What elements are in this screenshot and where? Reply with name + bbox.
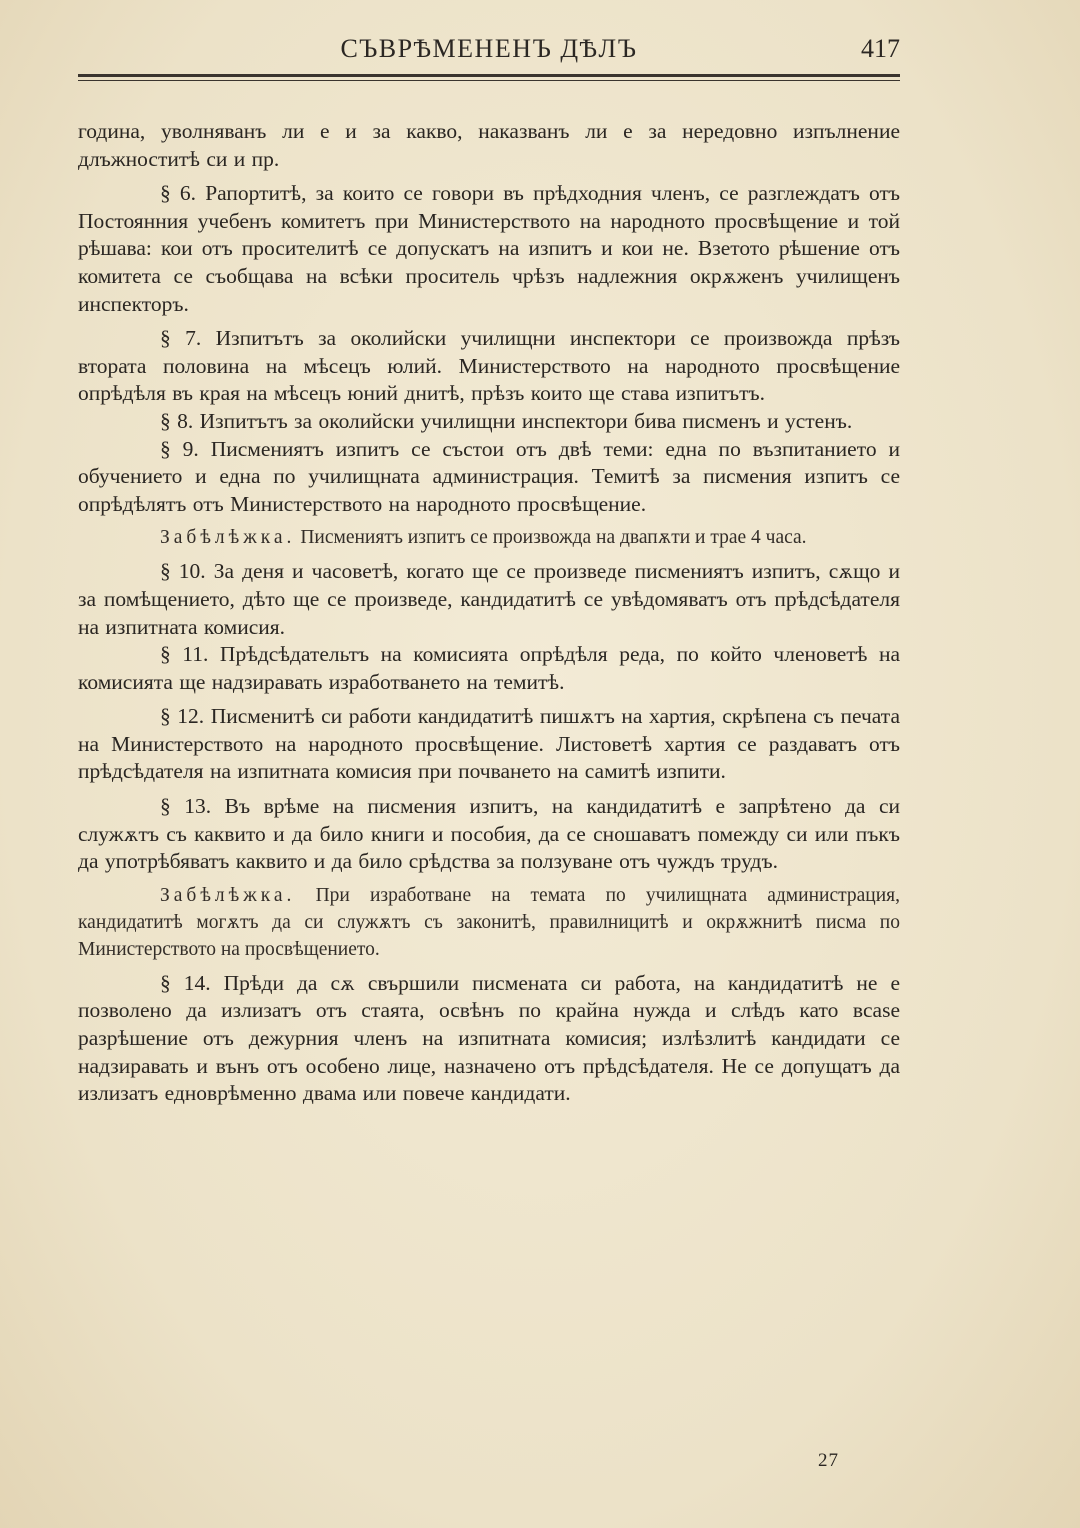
signature-mark: 27 — [818, 1450, 839, 1471]
paragraph-section-7: § 7. Изпитътъ за околийски училищни инспектори се произвожда прѣзъ втората половина на мѣсецъ юлий. Министерството на народното просвѣщение опрѣдѣля въ края на мѣсецъ юний днитѣ, прѣзъ които ще става изпитътъ. — [78, 326, 900, 406]
paragraph-section-12: § 12. Писменитѣ си работи кандидатитѣ пишѫтъ на хартия, скрѣпена съ печата на Министерството на народното просвѣщение. Листоветѣ хартия се раздаватъ отъ прѣдсѣдателя на изпитната комисия при почването на самитѣ изпити. — [78, 704, 900, 784]
paragraph-section-11: § 11. Прѣдсѣдательтъ на комисията опрѣдѣля реда, по който членоветѣ на комисията ще надзиравать изработването на темитѣ. — [78, 642, 900, 694]
header-rule-thick — [78, 74, 900, 77]
paragraph-section-8: § 8. Изпитътъ за околийски училищни инспектори бива писменъ и устенъ. — [160, 408, 853, 433]
note-label: Забѣлѣжка. — [160, 884, 296, 906]
paragraph-continuation: година, уволняванъ ли е и за какво, наказванъ ли е за нередовно изпълнение длъжноститѣ си и пр. — [78, 119, 900, 171]
note-label: Забѣлѣжка. — [160, 527, 296, 549]
paragraph-section-9: § 9. Писмениятъ изпитъ се състои отъ двѣ теми: една по възпитанието и обучението и една по училищната администрация. Темитѣ за писмения изпитъ се опрѣдѣлятъ отъ Министерството на народното просвѣщение. — [78, 436, 900, 516]
note-section-13 — [78, 882, 900, 963]
paragraph-section-14: § 14. Прѣди да сѫ свършили писмената си работа, на кандидатитѣ не е позволено да излизатъ отъ стаята, освѣнъ по крайна нужда и слѣдъ като вcase разрѣшение отъ дежурния членъ на изпитната комисия; излѣзлитѣ кандидати се надзиравать и вънъ отъ особено лице, назначено отъ прѣдсѣдателя. Не се допущатъ да излизатъ едноврѣменно двама или повече кандидати. — [78, 970, 900, 1106]
paragraph-section-6: § 6. Рапортитѣ, за които се говори въ прѣдходния членъ, се разглеждатъ отъ Постоянния учебенъ комитетъ при Министерството на народното просвѣщение и той рѣшава: кои отъ просителитѣ се допускатъ на изпитъ и кои не. Взетото рѣшение отъ комитета се съобщава на всѣки проситель чрѣзъ надлежния окрѫженъ училищенъ инспекторъ. — [78, 181, 900, 316]
page-header — [78, 30, 900, 70]
header-rule-thin — [78, 80, 900, 81]
page-number: 417 — [861, 34, 900, 63]
note-section-9 — [78, 524, 900, 551]
note-text: При изработване на темата по училищната администрация, кандидатитѣ могѫтъ да си служѫтъ съ законитѣ, правилницитѣ и окрѫжнитѣ писма по Министерството на просвѣщението. — [78, 884, 900, 960]
paragraph-section-13: § 13. Въ врѣме на писмения изпитъ, на кандидатитѣ е запрѣтено да си служѫтъ съ каквито и да било книги и пособия, да се сношаватъ помежду си или пъкъ да употрѣбяватъ каквито и да било срѣдства за ползуване отъ чуждъ трудъ. — [78, 794, 900, 874]
page-body — [78, 118, 900, 1108]
note-text: Писмениятъ изпитъ се произвожда на двапѫти и трае 4 часа. — [295, 527, 807, 549]
running-title: СЪВРѢМЕНЕНЪ ДѢЛЪ — [340, 34, 638, 63]
paragraph-section-10: § 10. За деня и часоветѣ, когато ще се произведе писмениятъ изпитъ, сѫщо и за помѣщението, дѣто ще се произведе, кандидатитѣ се увѣдомяватъ отъ прѣдсѣдателя на изпитната комисия. — [78, 559, 900, 639]
